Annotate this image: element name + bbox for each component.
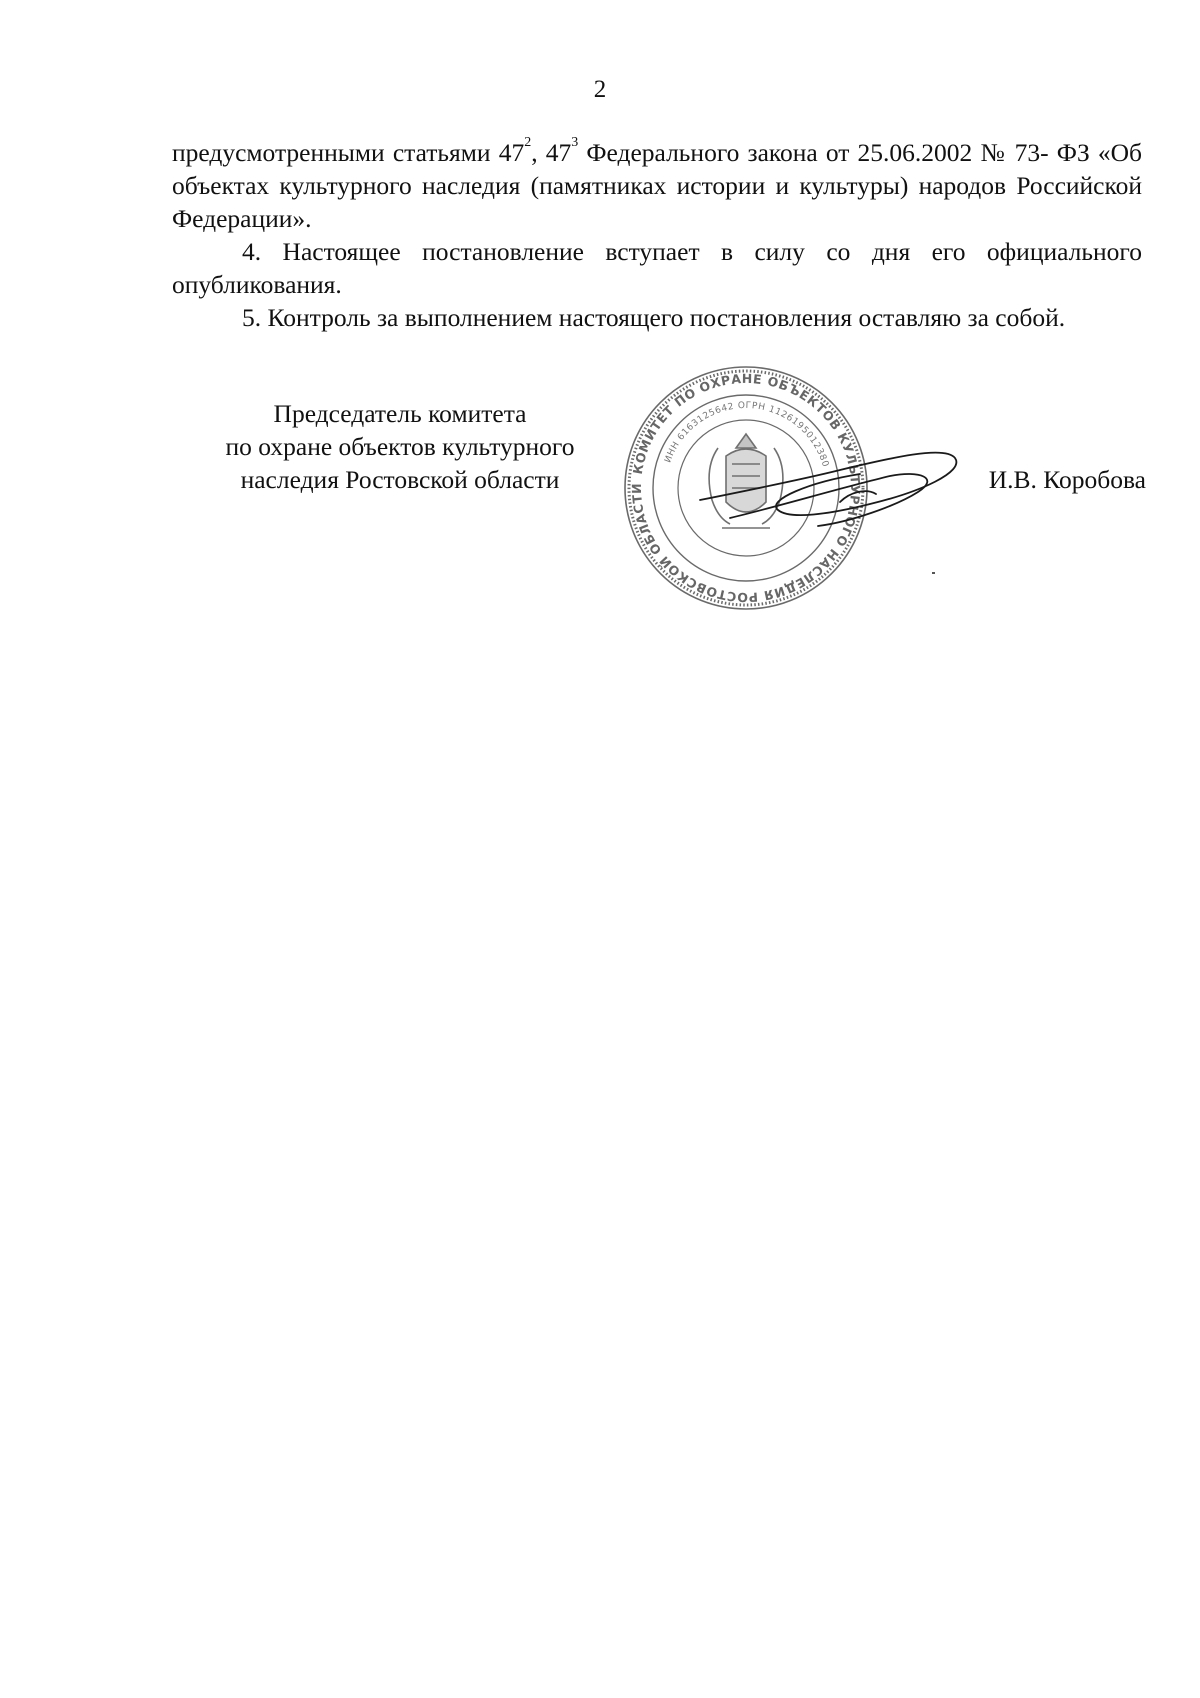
paragraph-text: Федерального закона от 25.06.2002 № 73- ФЗ «Об объектах культурного наследия (памятниках истории и культуры) народов Российской Федерации». [172,138,1143,233]
position-line: по охране объектов культурного [225,432,575,461]
position-line: Председатель комитета [273,399,527,428]
handwritten-signature [690,430,970,540]
paragraph-text: , 47 [531,138,572,167]
paragraph-item-4: 4. Настоящее постановление вступает в силу со дня его официального опубликования. [172,237,1142,299]
paragraph-continuation [172,136,1142,235]
paragraph-item-5: 5. Контроль за выполнением настоящего постановления оставляю за собой. [242,303,1066,332]
superscript: 3 [571,135,579,150]
page-number: 2 [593,76,607,103]
seal-outer-text: КОМИТЕТ ПО ОХРАНЕ ОБЪЕКТОВ КУЛЬТУРНОГО НАСЛЕДИЯ РОСТОВСКОЙ ОБЛАСТИ [628,370,864,606]
stray-mark [932,572,935,574]
signature-position [190,397,610,496]
position-line: наследия Ростовской области [240,465,560,494]
seal-inner-text: ИНН 6163125642 ОГРН 1126195012380 [663,400,831,469]
body-text [172,136,1142,334]
signer-name: И.В. Коробова [988,465,1146,494]
superscript: 2 [524,135,532,150]
paragraph-text: предусмотренными статьями 47 [172,138,525,167]
